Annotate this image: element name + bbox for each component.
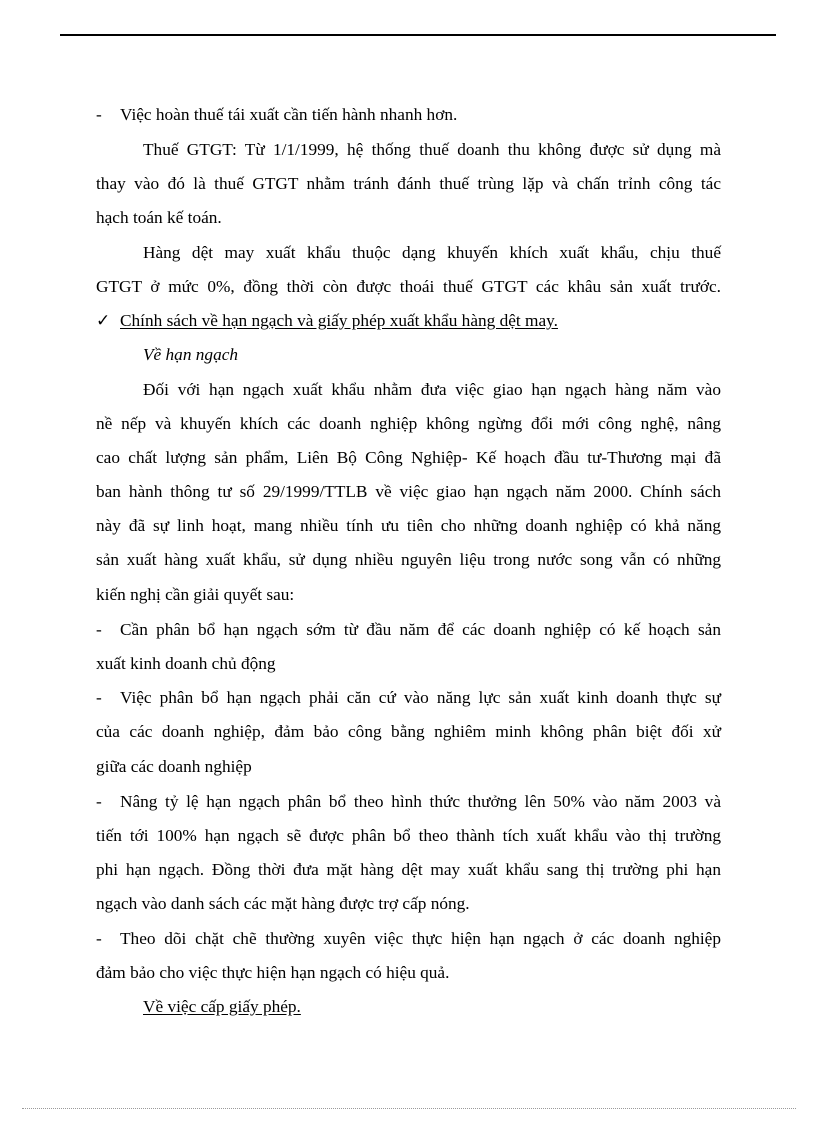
bullet-text: phi hạn ngạch. Đồng thời đưa mặt hàng dệt may xuất khẩu sang thị trường phi hạn	[96, 860, 721, 879]
bullet-text: Nâng tỷ lệ hạn ngạch phân bổ theo hình thức thưởng lên 50% vào năm 2003 và	[120, 792, 721, 811]
paragraph-line: GTGT ở mức 0%, đồng thời còn được thoái thuế GTGT các khâu sản xuất trước.	[96, 277, 721, 296]
paragraph-line: kiến nghị cần giải quyết sau:	[96, 585, 295, 604]
bullet-text: Theo dõi chặt chẽ thường xuyên việc thực hiện hạn ngạch ở các doanh nghiệp	[120, 929, 721, 948]
bullet-text: Việc hoàn thuế tái xuất cần tiến hành nhanh hơn.	[120, 105, 458, 124]
paragraph-line: cao chất lượng sản phẩm, Liên Bộ Công Nghiệp- Kế hoạch đầu tư-Thương mại đã	[96, 448, 721, 467]
paragraph-line: nề nếp và khuyến khích các doanh nghiệp không ngừng đổi mới công nghệ, nâng	[96, 414, 721, 433]
paragraph-line: ban hành thông tư số 29/1999/TTLB về việc giao hạn ngạch năm 2000. Chính sách	[96, 482, 721, 501]
bullet-text: của các doanh nghiệp, đảm bảo công bằng nghiêm minh không phân biệt đối xử	[96, 722, 721, 741]
footer-rule	[22, 1108, 796, 1109]
bullet-dash: -	[96, 929, 102, 948]
paragraph-line: Đối với hạn ngạch xuất khẩu nhằm đưa việc giao hạn ngạch hàng năm vào	[143, 380, 721, 399]
bullet-dash: -	[96, 620, 102, 639]
bullet-dash: -	[96, 792, 102, 811]
paragraph-line: Hàng dệt may xuất khẩu thuộc dạng khuyến khích xuất khẩu, chịu thuế	[143, 243, 721, 262]
bullet-text: tiến tới 100% hạn ngạch sẽ được phân bổ theo thành tích xuất khẩu vào thị trường	[96, 826, 721, 845]
bullet-text: Cần phân bổ hạn ngạch sớm từ đầu năm để các doanh nghiệp có kế hoạch sản	[120, 620, 721, 639]
bullet-text: giữa các doanh nghiệp	[96, 757, 252, 776]
bullet-text: ngạch vào danh sách các mặt hàng được trợ cấp nóng.	[96, 894, 470, 913]
bullet-text: xuất kinh doanh chủ động	[96, 654, 276, 673]
paragraph-line: sản xuất hàng xuất khẩu, sử dụng nhiều nguyên liệu trong nước song vẫn có những	[96, 550, 721, 569]
paragraph-line: Thuế GTGT: Từ 1/1/1999, hệ thống thuế doanh thu không được sử dụng mà	[143, 140, 721, 159]
checkmark-icon: ✓	[96, 311, 111, 330]
bullet-text: Việc phân bổ hạn ngạch phải căn cứ vào năng lực sản xuất kinh doanh thực sự	[120, 688, 721, 707]
subsection-heading: Về hạn ngạch	[143, 345, 239, 364]
paragraph-line: này đã sự linh hoạt, mang nhiều tính ưu tiên cho những doanh nghiệp có khả năng	[96, 516, 721, 535]
bullet-dash: -	[96, 688, 102, 707]
section-heading: Chính sách về hạn ngạch và giấy phép xuất khẩu hàng dệt may.	[120, 311, 558, 330]
bullet-text: đảm bảo cho việc thực hiện hạn ngạch có hiệu quả.	[96, 963, 450, 982]
bullet-dash: -	[96, 105, 102, 124]
subsection-heading: Về việc cấp giấy phép.	[143, 997, 301, 1016]
paragraph-line: thay vào đó là thuế GTGT nhằm tránh đánh thuế trùng lặp và chấn trỉnh công tác	[96, 174, 721, 193]
paragraph-line: hạch toán kế toán.	[96, 208, 222, 227]
header-rule	[60, 34, 776, 36]
